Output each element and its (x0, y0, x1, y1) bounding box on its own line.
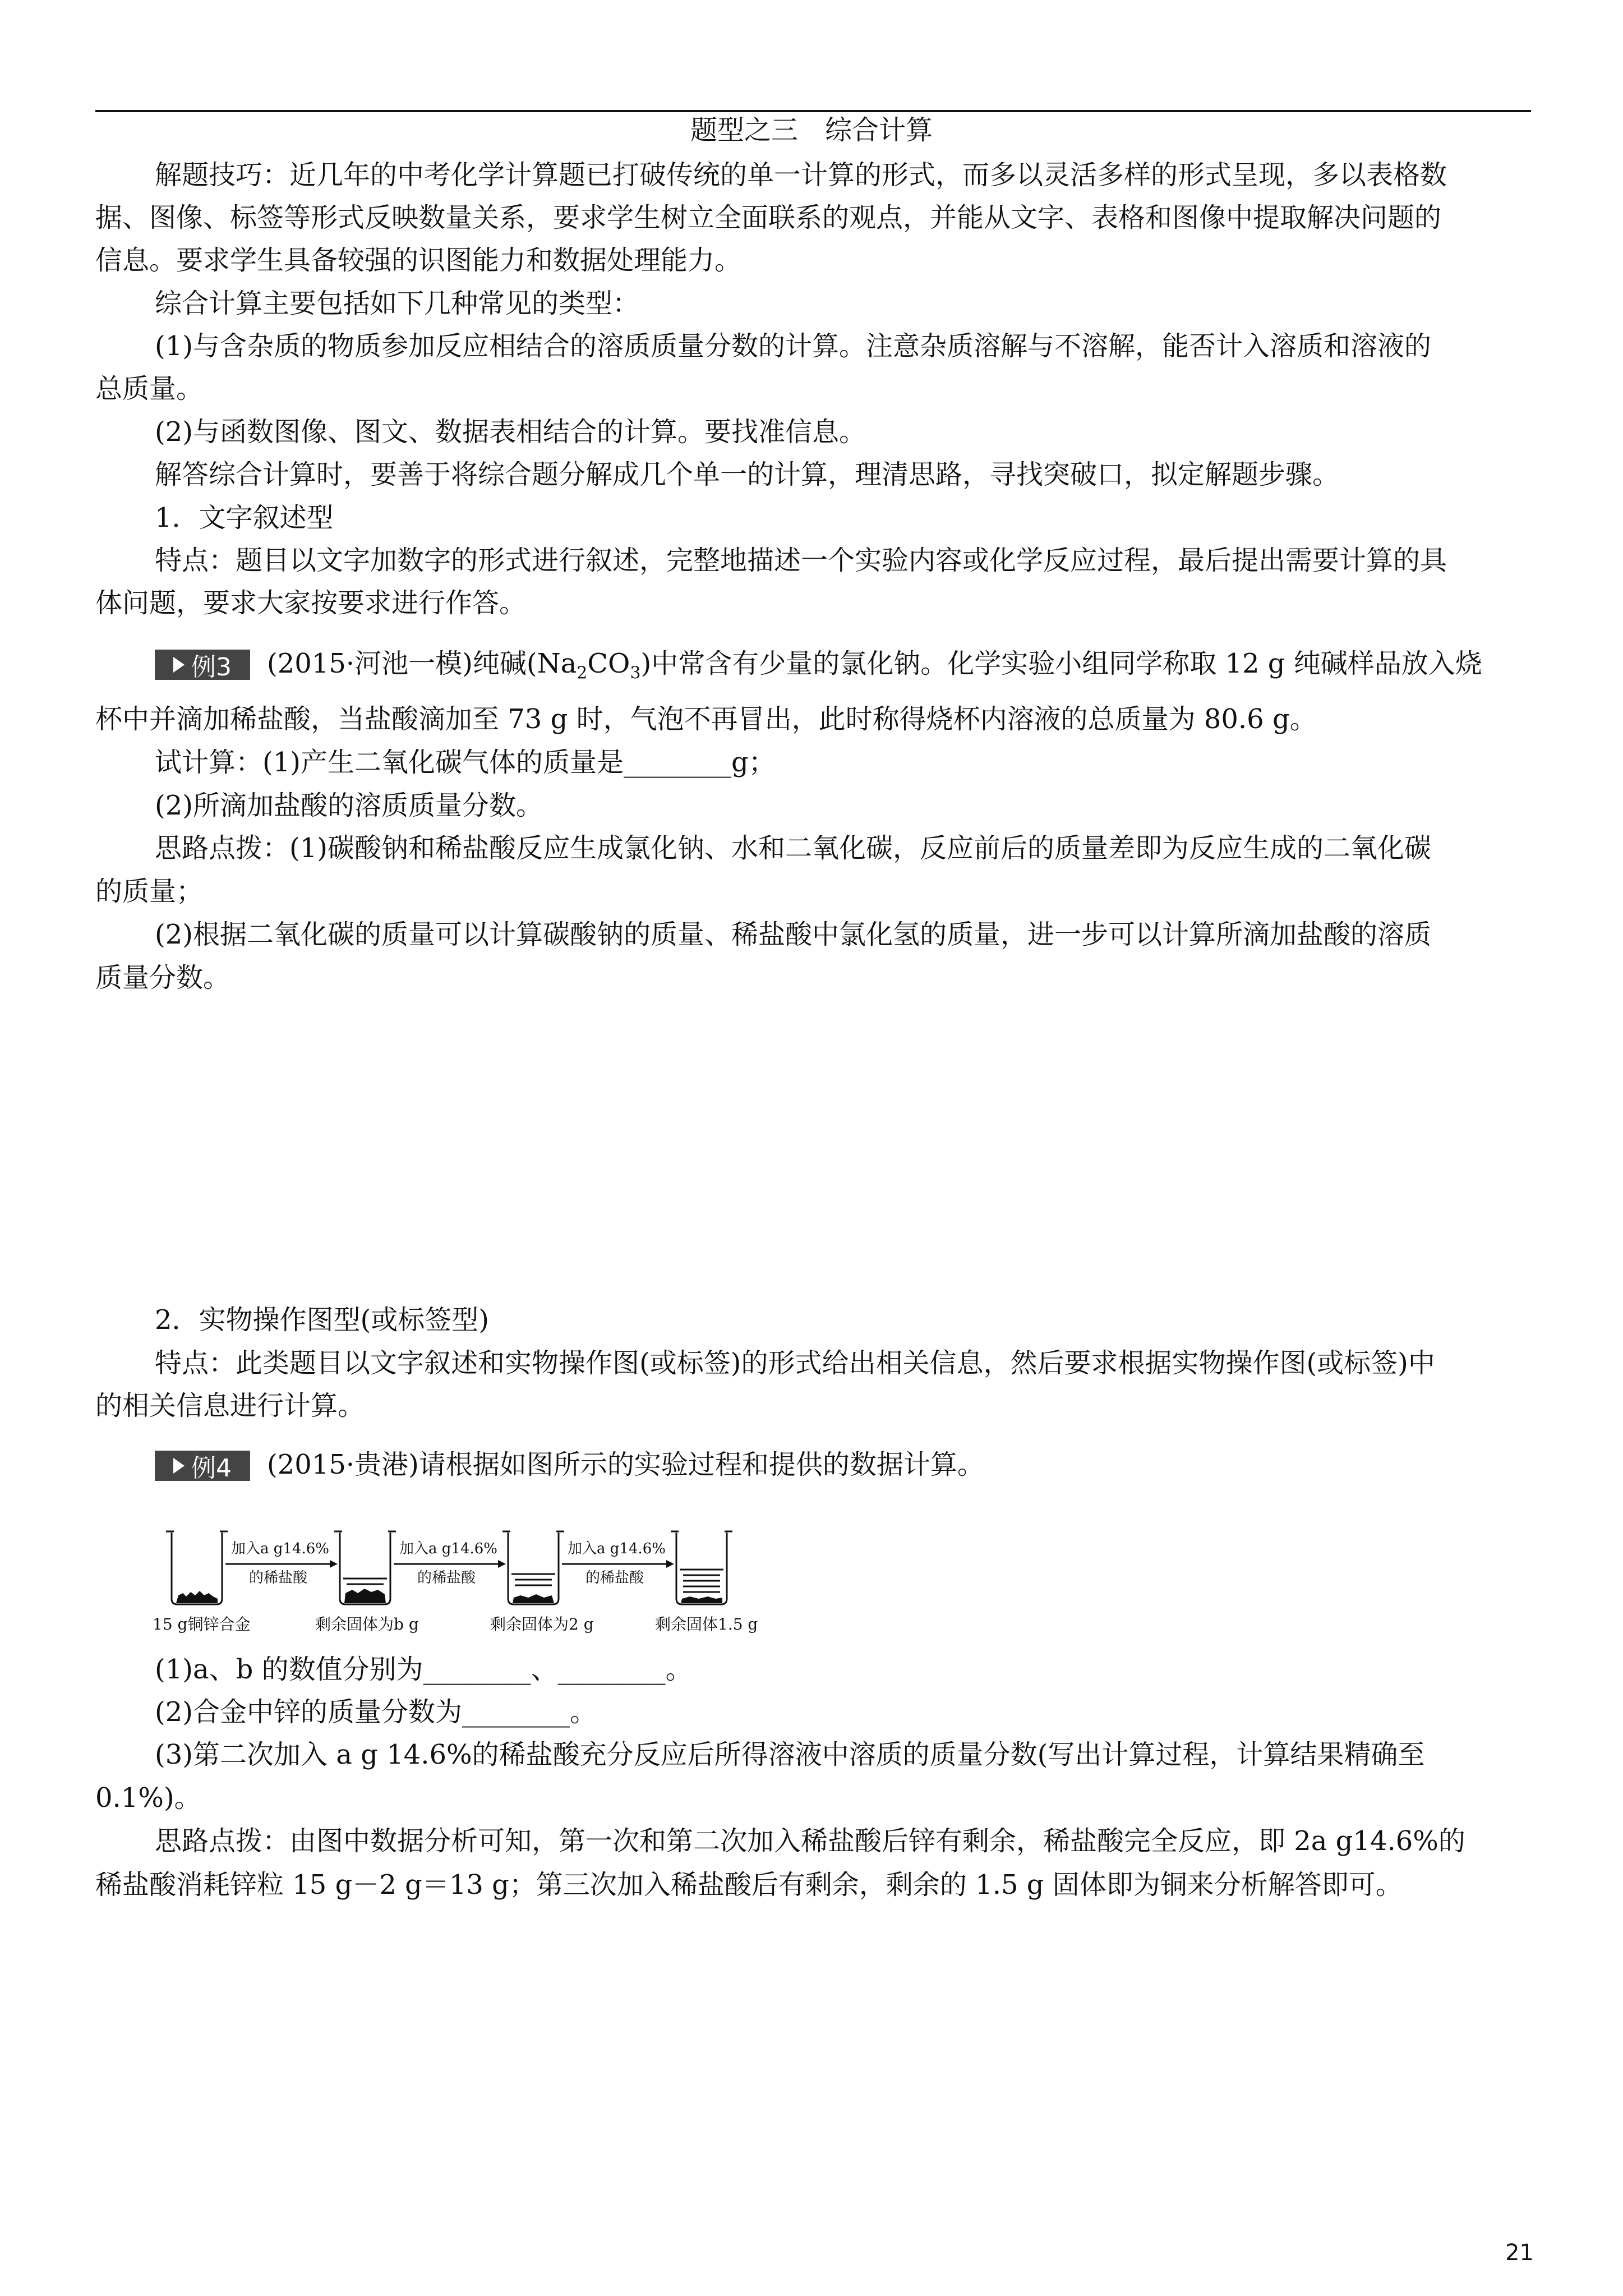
part1-feature-line: 体问题，要求大家按要求进行作答。 (95, 587, 527, 619)
part2-heading: 2．实物操作图型(或标签型) (155, 1304, 489, 1336)
example3-hint-line: 质量分数。 (95, 962, 230, 993)
intro-types-line: 综合计算主要包括如下几种常见的类型： (155, 288, 640, 319)
example3-hint-line: 思路点拨：(1)碳酸钠和稀盐酸反应生成氯化钠、水和二氧化碳，反应前后的质量差即为反应生成的二氧化碳 (155, 832, 1431, 864)
example3-line: (2015·河池一模)纯碱$(Na_2CO_3)$中常含有少量的氯化钠。化学实验小组同学称取 12 g 纯碱样品放入烧 (267, 648, 1482, 683)
example3-hint-line: (2)根据二氧化碳的质量可以计算碳酸钠的质量、稀盐酸中氯化氢的质量，进一步可以计算所滴加盐酸的溶质 (155, 919, 1431, 950)
arrow-1-label-top: 加入a g14.6% (231, 1540, 330, 1557)
arrow-3 (666, 1560, 674, 1568)
arrow-1 (330, 1560, 338, 1568)
part1-heading: 1．文字叙述型 (155, 502, 334, 533)
intro-line: 据、图像、标签等形式反映数量关系，要求学生树立全面联系的观点，并能从文字、表格和图像中提取解决问题的 (95, 202, 1442, 233)
type1-line: (1)与含杂质的物质参加反应相结合的溶质质量分数的计算。注意杂质溶解与不溶解，能否计入溶质和溶液的 (155, 330, 1431, 362)
example4-badge-label: 例4 (191, 1454, 232, 1483)
type1-line: 总质量。 (95, 373, 204, 404)
play-triangle-icon (173, 1458, 185, 1474)
beaker-4 (676, 1533, 727, 1604)
caption-remaining-2g: 剩余固体为2 g (490, 1615, 594, 1634)
caption-remaining-b: 剩余固体为b g (315, 1615, 419, 1634)
example4-question-3: 0.1%)。 (95, 1782, 201, 1814)
part2-feature-line: 的相关信息进行计算。 (95, 1390, 365, 1421)
example3-badge (155, 650, 250, 680)
caption-remaining-1-5g: 剩余固体1.5 g (655, 1615, 758, 1634)
example4-question-2: (2)合金中锌的质量分数为________。 (155, 1696, 597, 1728)
example4-badge (155, 1451, 250, 1481)
example3-hint-line: 的质量； (95, 876, 204, 907)
beaker-3 (508, 1533, 559, 1604)
caption-alloy: 15 g铜锌合金 (153, 1615, 251, 1634)
arrow-2 (498, 1560, 506, 1568)
section-title: 题型之三 综合计算 (690, 114, 933, 146)
intro-line: 信息。要求学生具备较强的识图能力和数据处理能力。 (95, 245, 742, 276)
example4-hint-line: 思路点拨：由图中数据分析可知，第一次和第二次加入稀盐酸后锌有剩余，稀盐酸完全反应，即 2a g14.6%的 (155, 1825, 1465, 1857)
part2-feature-line: 特点：此类题目以文字叙述和实物操作图(或标签)的形式给出相关信息，然后要求根据实物操作图(或标签)中 (155, 1347, 1435, 1379)
type2-line: (2)与函数图像、图文、数据表相结合的计算。要找准信息。 (155, 416, 866, 448)
beaker-1 (172, 1533, 222, 1604)
example3-badge-label: 例3 (191, 653, 232, 682)
example4-line: (2015·贵港)请根据如图所示的实验过程和提供的数据计算。 (267, 1449, 984, 1480)
play-triangle-icon (173, 657, 185, 673)
arrow-3-label-bottom: 的稀盐酸 (585, 1570, 644, 1586)
alloy-solid (176, 1591, 218, 1603)
arrow-2-label-top: 加入a g14.6% (399, 1540, 498, 1557)
part1-feature-line: 特点：题目以文字加数字的形式进行叙述，完整地描述一个实验内容或化学反应过程，最后提出需要计算的具 (155, 545, 1447, 576)
page-number: 21 (1505, 2240, 1534, 2266)
arrow-1-label-bottom: 的稀盐酸 (249, 1570, 308, 1586)
example3-line: 杯中并滴加稀盐酸，当盐酸滴加至 73 g 时，气泡不再冒出，此时称得烧杯内溶液的总质量为 80.6 g。 (95, 703, 1317, 735)
example4-hint-line: 稀盐酸消耗锌粒 15 g－2 g＝13 g；第三次加入稀盐酸后有剩余，剩余的 1.5 g 固体即为铜来分析解答即可。 (95, 1869, 1403, 1901)
example4-question-3: (3)第二次加入 a g 14.6%的稀盐酸充分反应后所得溶液中溶质的质量分数(写出计算过程，计算结果精确至 (155, 1739, 1425, 1770)
header-rule (95, 110, 1531, 112)
experiment-diagram (149, 1520, 780, 1649)
arrow-3-label-top: 加入a g14.6% (568, 1540, 666, 1557)
arrow-2-label-bottom: 的稀盐酸 (417, 1570, 476, 1586)
strategy-line: 解答综合计算时，要善于将综合题分解成几个单一的计算，理清思路，寻找突破口，拟定解题步骤。 (155, 459, 1340, 490)
example3-question-2: (2)所滴加盐酸的溶质质量分数。 (155, 790, 543, 821)
intro-line: 解题技巧：近几年的中考化学计算题已打破传统的单一计算的形式，而多以灵活多样的形式呈现，多以表格数 (155, 159, 1447, 191)
example3-question-1: 试计算：(1)产生二氧化碳气体的质量是________g； (155, 747, 776, 778)
example4-question-1: (1)a、b 的数值分别为________、________。 (155, 1654, 693, 1685)
